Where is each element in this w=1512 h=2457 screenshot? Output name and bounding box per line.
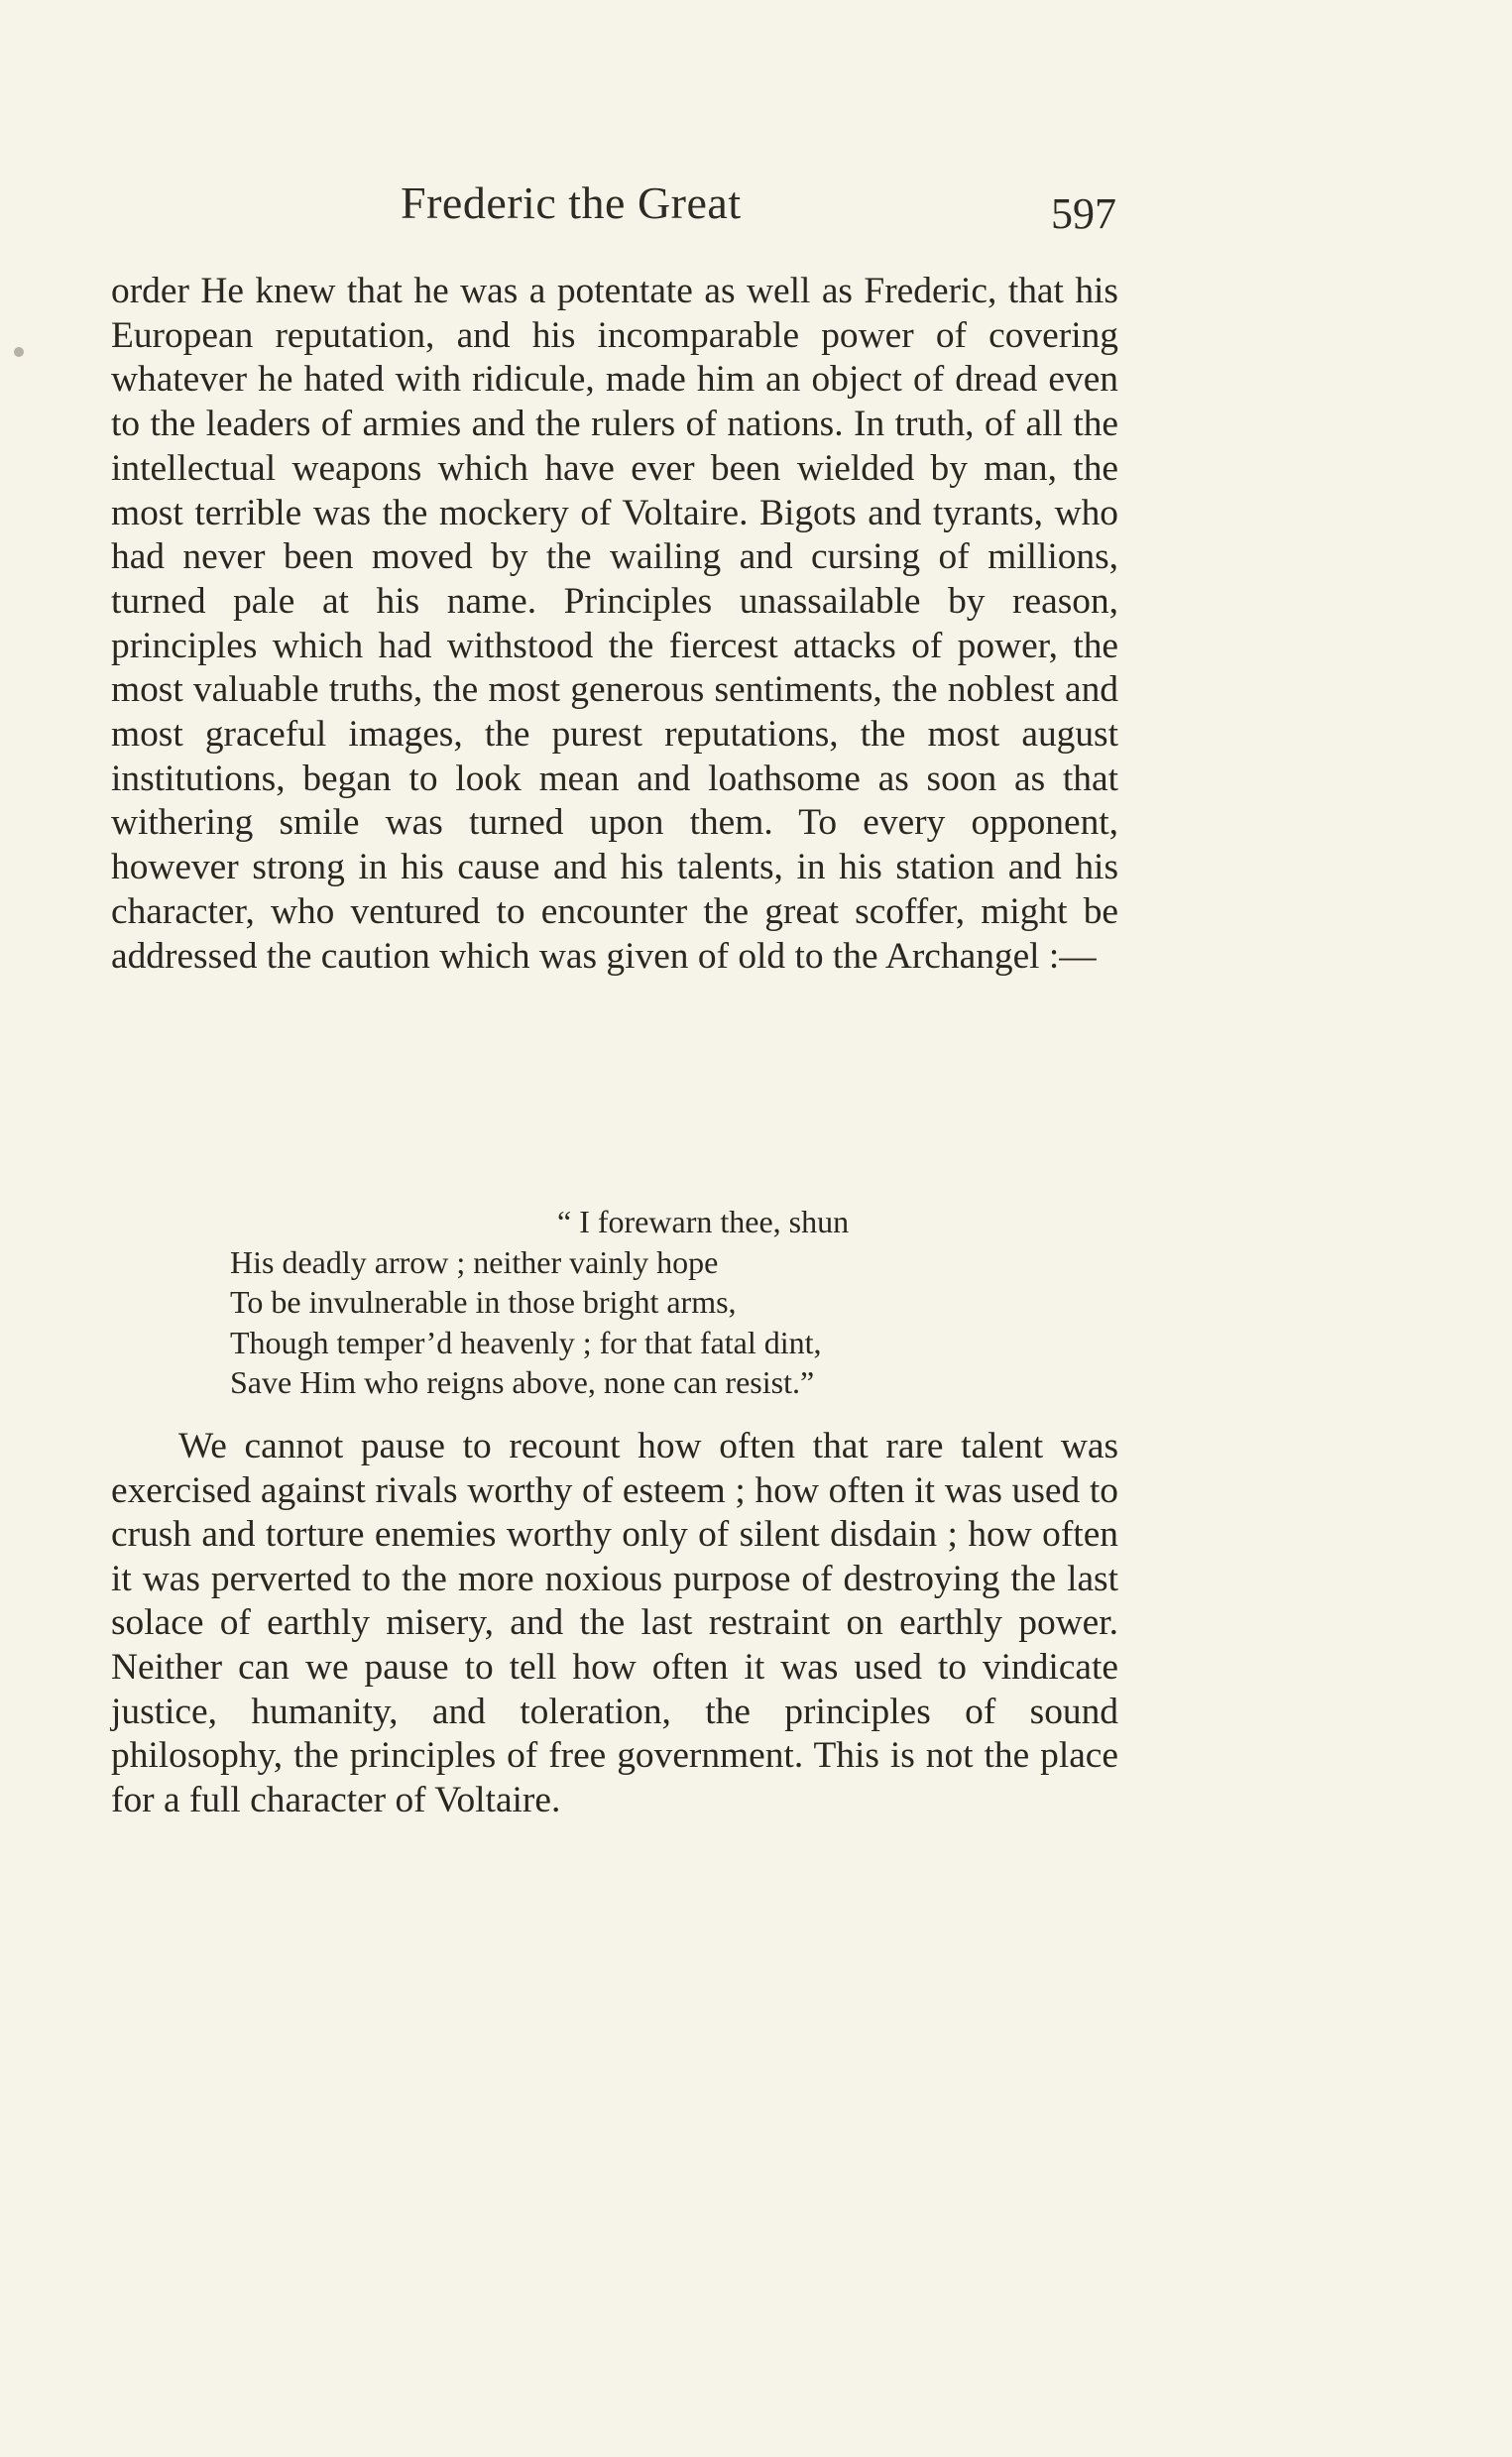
- page-number: 597: [1051, 189, 1116, 238]
- quote-line-4: Though temper’d heavenly ; for that fatal dint,: [230, 1324, 822, 1360]
- quote-line-3: To be invulnerable in those bright arms,: [230, 1284, 737, 1320]
- quote-line-2: His deadly arrow ; neither vainly hope: [230, 1243, 719, 1280]
- margin-speck: [14, 347, 24, 357]
- quote-line-5: Save Him who reigns above, none can resist.”: [230, 1364, 815, 1400]
- running-title: Frederic the Great: [401, 177, 742, 228]
- body-paragraph-2: We cannot pause to recount how often that rare talent was exercised against rivals worthy of esteem ; how often it was used to crush and torture enemies worthy only of silent disdain ; how often it was perverted to the more noxious purpose of destroying the last solace of earthly misery, and the last restraint on earthly power. Neither can we pause to tell how often it was used to vindicate justice, humanity, and toleration, the principles of sound philosophy, the principles of free government. This is not the place for a full character of Voltaire.: [111, 1426, 1118, 1820]
- body-paragraph-2-block: [111, 1425, 1118, 1822]
- running-head: [113, 176, 1116, 246]
- verse-quote: [230, 1202, 1103, 1403]
- body-paragraph-1: order He knew that he was a potentate as well as Frederic, that his European reputation, and his incomparable power of covering whatever he hated with ridicule, made him an object of dread even to the leaders of armies and the rulers of nations. In truth, of all the intellectual weapons which have ever been wielded by man, the most terrible was the mockery of Voltaire. Bigots and tyrants, who had never been moved by the wailing and cursing of millions, turned pale at his name. Principles unassailable by reason, principles which had withstood the fiercest attacks of power, the most valuable truths, the most generous sentiments, the noblest and most graceful images, the purest reputations, the most august institutions, began to look mean and loathsome as soon as that withering smile was turned upon them. To every opponent, however strong in his cause and his talents, in his station and his character, who ventured to encounter the great scoffer, might be addressed the caution which was given of old to the Archangel :—: [111, 271, 1118, 977]
- body-paragraph-1-block: [111, 270, 1118, 979]
- quote-line-1: “ I forewarn thee, shun: [557, 1204, 850, 1239]
